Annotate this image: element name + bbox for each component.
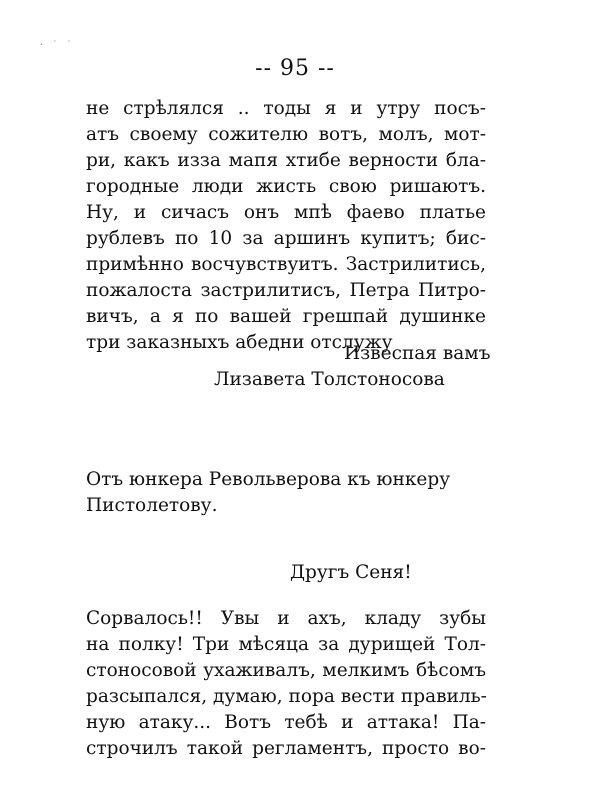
letter1-line: городные люди жисть свою ришаютъ. <box>86 176 486 197</box>
letter2-greeting: Другъ Сеня! <box>290 562 412 583</box>
letter2-heading: Отъ юнкера Револьверова къ юнкеру <box>86 469 451 490</box>
letter1-line: три заказныхъ абедни отслужу <box>86 332 393 353</box>
letter1-line: атъ своему сожителю вотъ, молъ, мот- <box>86 124 486 145</box>
letter1-line: Ну, и сичасъ онъ мпѣ фаево платье <box>86 202 486 223</box>
letter1-line: примѣнно восчувствуитъ. Застрилитись, <box>86 254 486 275</box>
page-specks: · ˙ ˙ <box>40 40 75 51</box>
page-number: -- 95 -- <box>255 56 335 81</box>
signature-closing: Извеспая вамъ <box>344 343 491 364</box>
letter2-line: разсыпался, думаю, пора вести правиль- <box>86 686 487 707</box>
signature-name: Лизавета Толстоносова <box>214 369 445 390</box>
letter1-line: не стрѣлялся .. тоды я и утру посъ- <box>86 98 486 119</box>
letter2-line: на полку! Три мѣсяца за дурищей Тол- <box>86 634 486 655</box>
letter2-line: ную атаку... Вотъ тебѣ и аттака! Па- <box>86 712 486 733</box>
letter1-line: ри, какъ изза мапя хтибе верности бла- <box>86 150 486 171</box>
letter1-line: рублевъ по 10 за аршинъ купитъ; бис- <box>86 228 486 249</box>
letter2-line: строчилъ такой регламентъ, просто во- <box>86 738 486 759</box>
letter2-heading: Пистолетову. <box>86 495 218 516</box>
letter1-line: пожалоста застрилитисъ, Петра Питро- <box>86 280 486 301</box>
letter2-line: стоносовой ухаживалъ, мелкимъ бѣсомъ <box>86 660 486 681</box>
letter1-line: вичъ, а я по вашей грешпай душинке <box>86 306 486 327</box>
letter2-line: Сорвалось!! Увы и ахъ, кладу зубы <box>86 608 486 629</box>
